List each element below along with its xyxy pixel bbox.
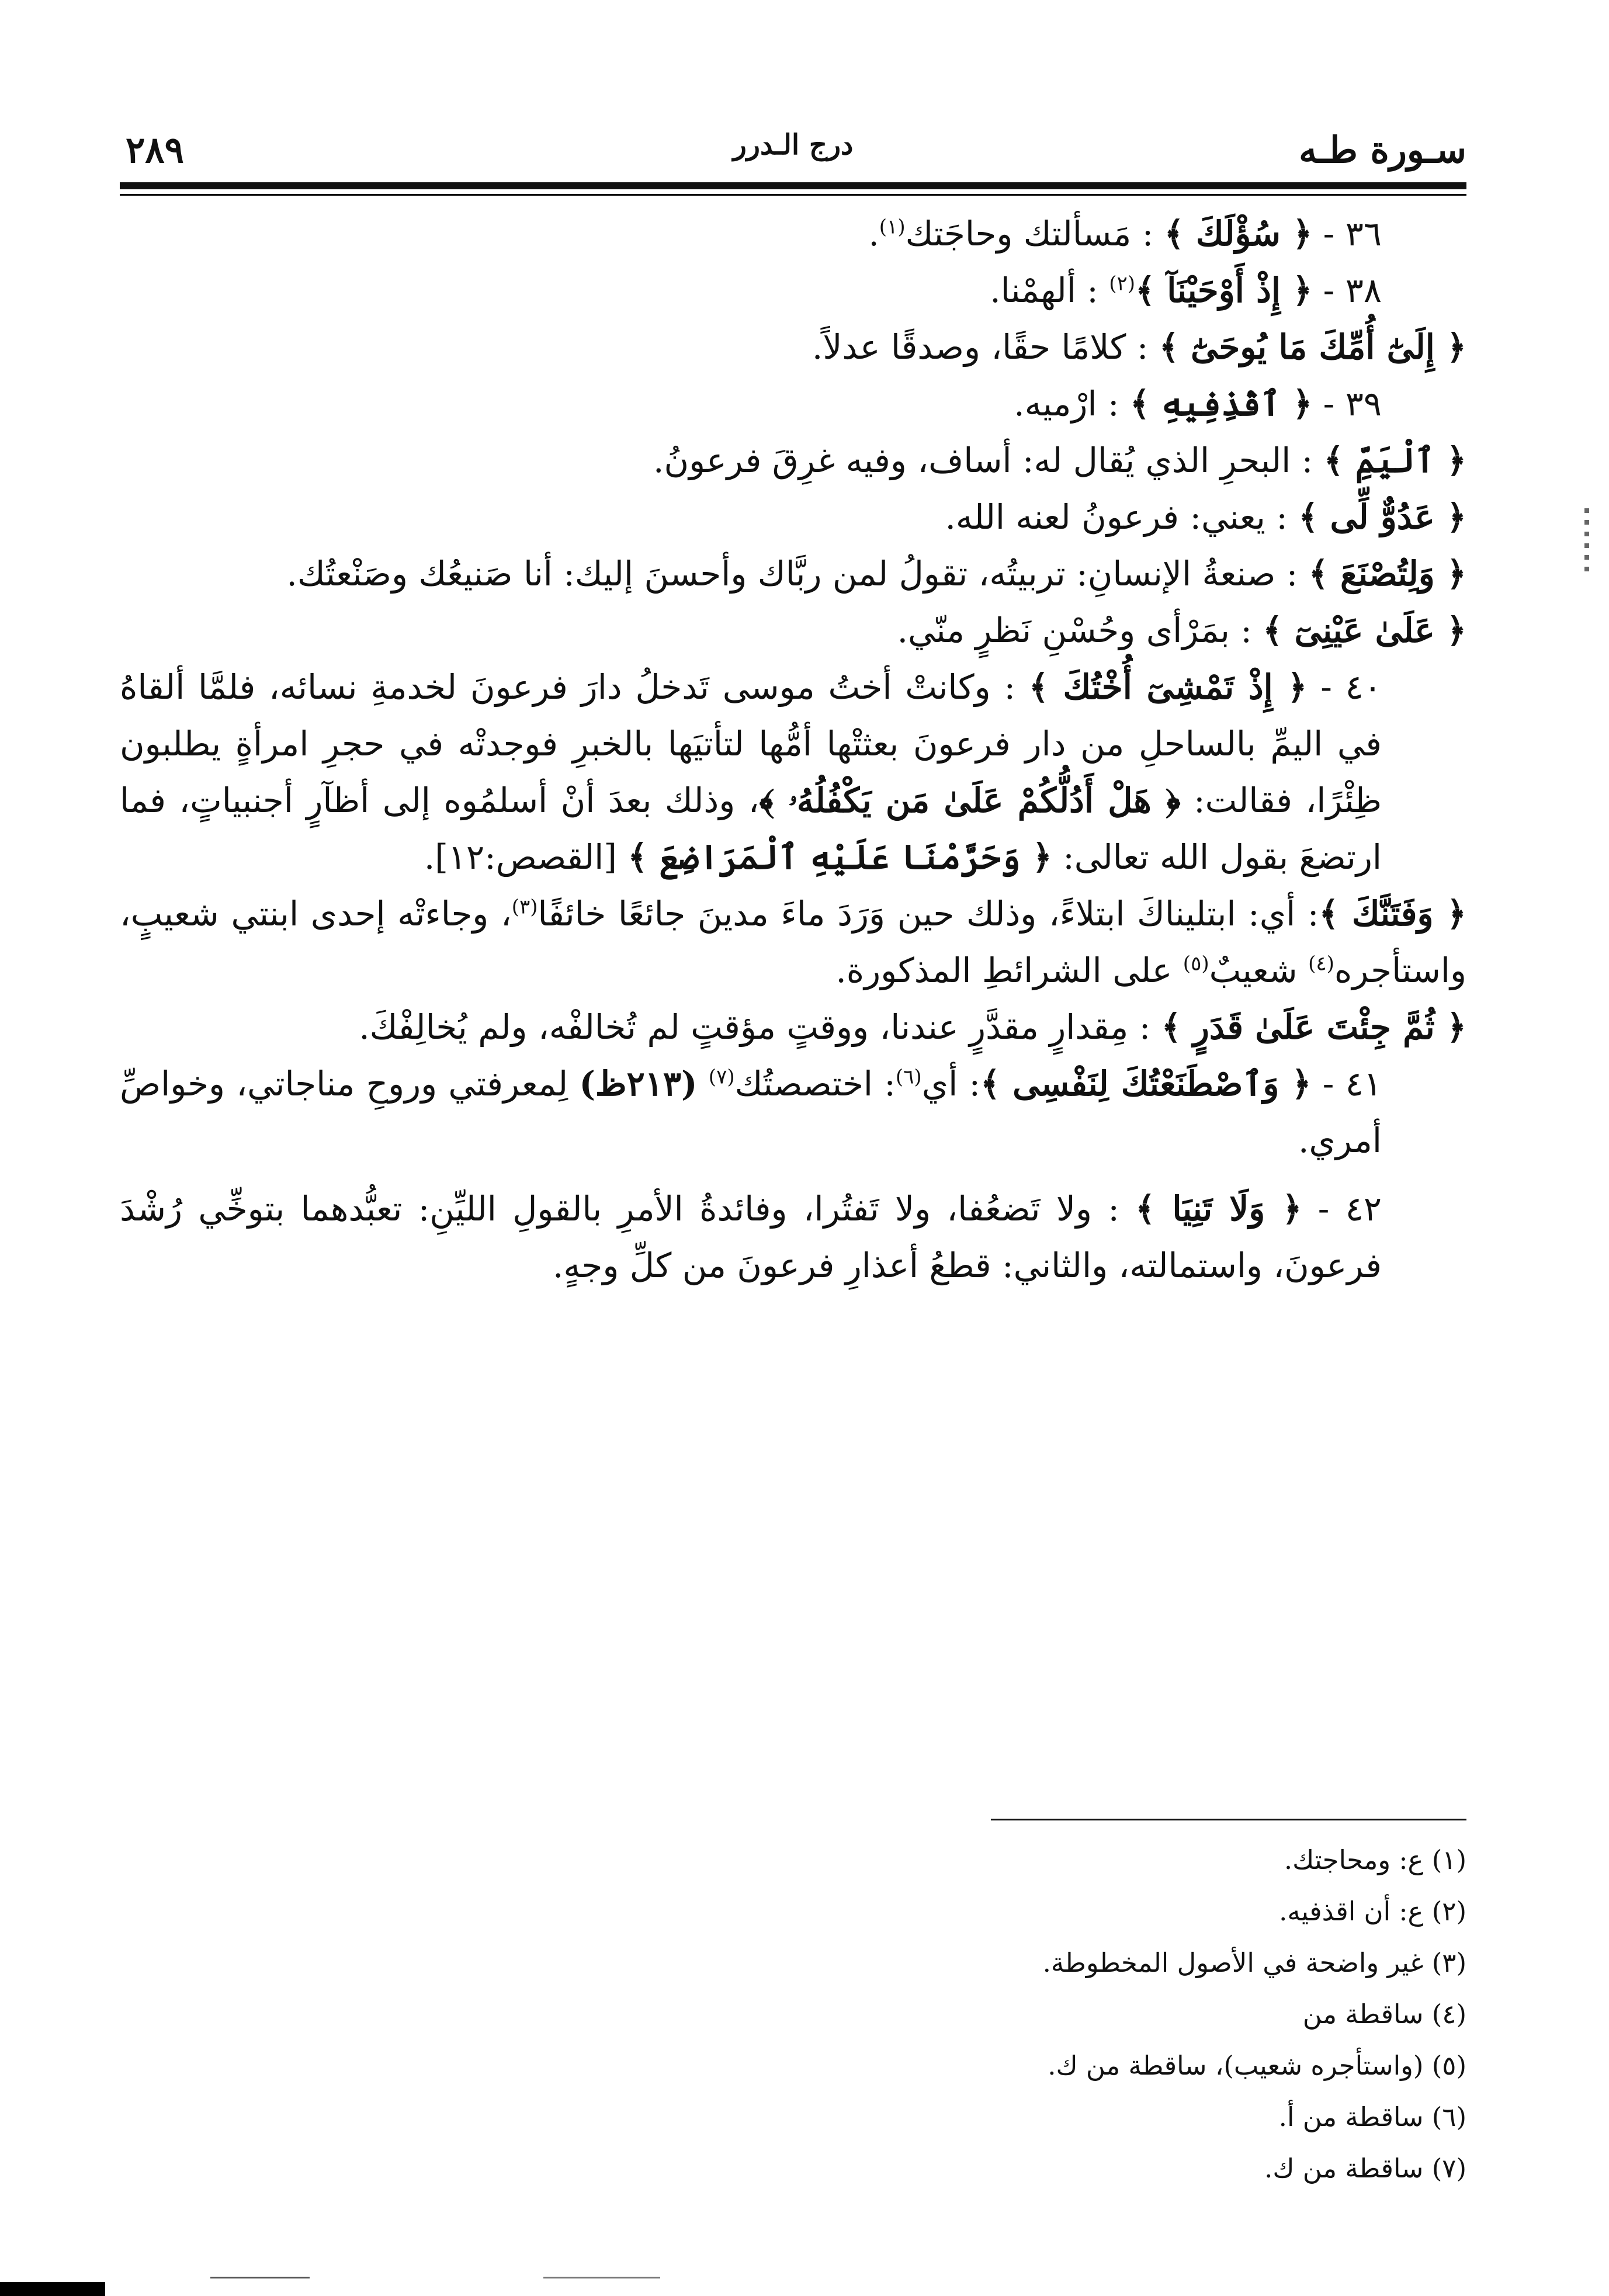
footnote-ref: (٧) [708, 1065, 735, 1089]
header-rule-thick [120, 182, 1466, 189]
page-number: ٢٨٩ [126, 129, 184, 171]
commentary-text: ، وذلك بعدَ أنْ أسلمُوه إلى أظآرٍ أجنبياتٍ، فما ارتضعَ بقول الله تعالى: [120, 781, 1382, 877]
footnote-item: (١) ع: ومحاجتك. [1284, 1844, 1466, 1875]
footnotes [120, 1834, 1466, 2194]
paragraph-v39d [120, 546, 1466, 602]
commentary-text: : مَسألتك وحاجَتك [905, 214, 1164, 254]
quran-quote: ﴿ وَلِتُصْنَعَ ﴾ [1308, 554, 1466, 594]
paragraph-v40 [120, 659, 1466, 886]
paragraph-v39e [120, 602, 1466, 659]
quran-quote: ﴿ ٱلْيَمِّ ﴾ [1323, 441, 1466, 480]
footnote-ref: (٣) [511, 895, 538, 919]
quran-quote: ﴿ إِذْ تَمْشِىٓ أُخْتُكَ ﴾ [1028, 667, 1308, 707]
commentary-text: : ارْميه. [1014, 384, 1130, 424]
footnote-item: (٣) غير واضحة في الأصول المخطوطة. [1042, 1947, 1466, 1978]
scan-edge-bar [0, 2282, 105, 2296]
quran-quote: ﴿ إِلَىٰٓ أُمِّكَ مَا يُوحَىٰٓ ﴾ [1159, 327, 1466, 367]
manuscript-folio-mark: (٢١٣ظ) [579, 1064, 698, 1104]
commentary-text: : يعني: فرعونُ لعنه الله. [945, 497, 1299, 537]
commentary-text: على الشرائطِ المذكورة. [835, 951, 1183, 990]
footnote-ref: (٢) [1109, 272, 1136, 296]
scan-margin-mark [1584, 508, 1589, 578]
commentary-text: : وكانتْ أختُ موسى تَدخلُ دارَ فرعونَ لخدمةِ نسائه، فلمَّا ألقاهُ في اليمِّ بالساحلِ من دار فرعونَ بعثتْها أمُّها لتأتيَها بالخبرِ فوجدتْه في حجرِ امرأةٍ يطلبون ظِئْرًا، فقالت: [120, 667, 1382, 820]
paragraph-v38b [120, 319, 1466, 376]
quran-quote: ﴿ ٱقْذِفِيهِ ﴾ [1129, 384, 1313, 424]
paragraph-v36 [120, 206, 1466, 262]
commentary-text: : أي: ابتليناكَ ابتلاءً، وذلك حين وَرَدَ ماءَ مدينَ جائعًا خائفًا [538, 894, 1319, 934]
footnote-ref: (١) [879, 215, 906, 239]
footnote-ref: (٦) [895, 1065, 922, 1089]
commentary-text: : بمَرْأى وحُسْنِ نَظرٍ منّي. [897, 611, 1263, 650]
commentary-text: : البحرِ الذي يُقال له: أساف، وفيه غرِقَ فرعونُ. [653, 441, 1324, 480]
commentary-text: : ألهمْنا. [990, 270, 1109, 310]
paragraph-v42 [120, 1181, 1466, 1294]
quran-quote: ﴿ عَلَىٰ عَيْنِىٓ ﴾ [1263, 611, 1466, 650]
page-header [120, 117, 1466, 187]
footnote-item: (٦) ساقطة من أ. [1278, 2101, 1466, 2132]
quran-quote: ﴿ وَلَا تَنِيَا ﴾ [1135, 1189, 1302, 1229]
header-rule-thin [120, 194, 1466, 196]
scan-foot-line [210, 2277, 310, 2278]
commentary-text: لِمعرفتي وروحِ مناجاتي، وخواصِّ أمري. [120, 1064, 1382, 1160]
surah-name: سـورة طـه [1299, 129, 1466, 171]
paragraph-v39a [120, 376, 1466, 432]
commentary-text: : صنعةُ الإنسانِ: تربيتُه، تقولُ لمن ربَّاك وأحسنَ إليك: أنا صَنيعُك وصَنْعتُك. [286, 554, 1309, 594]
quran-quote: ﴿ وَٱصْطَنَعْتُكَ لِنَفْسِى ﴾ [980, 1064, 1312, 1104]
commentary-text: شعيبٌ [1209, 951, 1309, 990]
quran-quote: ﴿ ثُمَّ جِئْتَ عَلَىٰ قَدَرٍ ﴾ [1161, 1007, 1466, 1047]
commentary-text: : ولا تَضعُفا، ولا تَفتُرا، وفائدةُ الأمرِ بالقولِ الليِّنِ: تعبُّدهما بتوخِّي رُشْدَ فرعونَ، واستمالته، والثاني: قطعُ أعذارِ فرعونَ من كلِّ وجهٍ. [120, 1189, 1382, 1285]
commentary-text: ٣٦ - [1312, 214, 1382, 254]
commentary-text: ٤٠ - [1307, 667, 1382, 707]
quran-quote: ﴿ إِذْ أَوْحَيْنَآ ﴾ [1135, 270, 1313, 310]
quran-quote: ﴿ عَدُوٌّ لِّى ﴾ [1298, 497, 1466, 537]
book-title: درج الـدرر [733, 129, 854, 161]
footnote-separator [991, 1819, 1466, 1820]
quran-quote: ﴿ وَفَتَنَّكَ ﴾ [1319, 894, 1466, 934]
footnote-ref: (٥) [1183, 952, 1209, 976]
commentary-text: : كلامًا حقًا، وصدقًا عدلاً. [812, 327, 1159, 367]
commentary-text: ٤٢ - [1302, 1189, 1382, 1229]
quran-quote: ﴿ هَلْ أَدُلُّكُمْ عَلَىٰ مَن يَكْفُلُهُۥ ﴾ [759, 781, 1181, 820]
commentary-text [697, 1064, 708, 1104]
footnote-item: (٤) ساقطة من [1302, 1999, 1466, 2030]
commentary-text: : أي [921, 1064, 981, 1104]
footnote-item: (٥) (واستأجره شعيب)، ساقطة من ك. [1048, 2050, 1466, 2081]
footnote-item: (٧) ساقطة من ك. [1264, 2153, 1466, 2184]
paragraph-v39b [120, 432, 1466, 489]
commentary-text: ٤١ - [1311, 1064, 1382, 1104]
commentary-text: ، وجاءتْه إحدى ابنتي شعيبٍ، واستأجره [120, 894, 1466, 990]
paragraph-v40b [120, 886, 1466, 999]
main-text [120, 206, 1466, 1294]
commentary-text: [القصص:١٢]. [424, 837, 628, 877]
paragraph-v41 [120, 1056, 1466, 1169]
commentary-text: : مِقدارٍ مقدَّرٍ عندنا، ووقتٍ مؤقتٍ لم تُخالفْه، ولم يُخالِفْكَ. [359, 1007, 1161, 1047]
commentary-text: ٣٩ - [1312, 384, 1382, 424]
paragraph-v38a [120, 262, 1466, 319]
quran-quote: ﴿ سُؤْلَكَ ﴾ [1164, 214, 1313, 254]
commentary-text: ٣٨ - [1312, 270, 1382, 310]
paragraph-v40c [120, 999, 1466, 1056]
footnote-ref: (٤) [1308, 952, 1334, 976]
commentary-text: : اختصصتُك [734, 1064, 896, 1104]
scan-foot-line [543, 2277, 660, 2278]
footnote-item: (٢) ع: أن اقذفيه. [1279, 1896, 1466, 1927]
quran-quote: ﴿ وَحَرَّمْنَا عَلَيْهِ ٱلْمَرَاضِعَ ﴾ [627, 837, 1052, 877]
paragraph-v39c [120, 489, 1466, 546]
commentary-text: . [868, 214, 879, 254]
